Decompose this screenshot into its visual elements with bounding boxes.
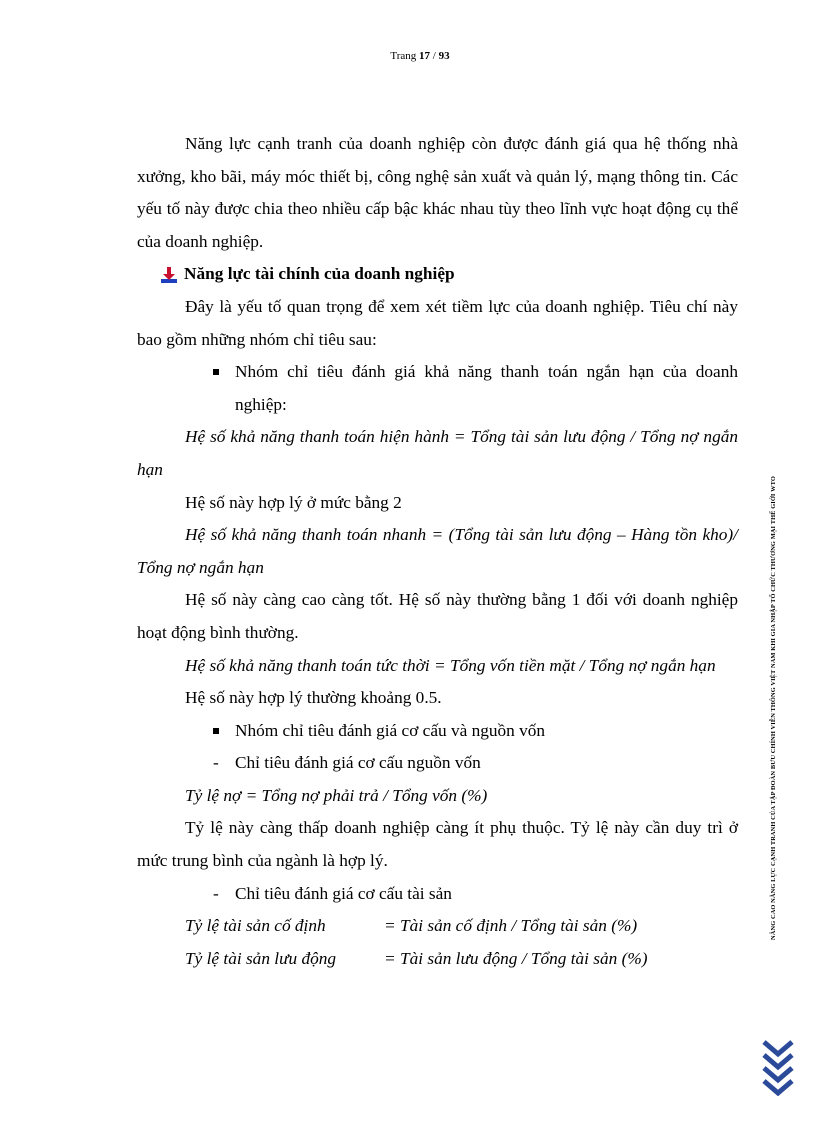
document-body [137, 128, 738, 975]
formula-quick-ratio: Hệ số khả năng thanh toán nhanh = (Tổng tài sản lưu động – Hàng tồn kho)/ Tổng nợ ngắn hạn [137, 525, 738, 577]
dash-item-asset-structure: - Chỉ tiêu đánh giá cơ cấu tài sản [213, 883, 452, 903]
bullet-square-icon [213, 728, 219, 734]
total-pages: 93 [438, 50, 450, 62]
current-page: 17 [419, 50, 431, 62]
formula-cash-ratio: Hệ số khả năng thanh toán tức thời = Tổng vốn tiền mặt / Tổng nợ ngắn hạn [185, 655, 716, 675]
side-title: NÂNG CAO NĂNG LỰC CẠNH TRANH CỦA TẬP ĐOÀN BƯU CHÍNH VIỄN THÔNG VIỆT NAM KHI GIA NHẬP TỔ CHỨC THƯƠNG MẠI THẾ GIỚI WTO [770, 476, 777, 940]
intro-paragraph: Năng lực cạnh tranh của doanh nghiệp còn được đánh giá qua hệ thống nhà xưởng, kho bãi, máy móc thiết bị, công nghệ sản xuất và quản lý, mạng thông tin. Các yếu tố này được chia theo nhiều cấp bậc khác nhau tùy theo lĩnh vực hoạt động cụ thể của doanh nghiệp. [137, 134, 738, 251]
bullet-square-icon [213, 369, 219, 375]
section-heading: Năng lực tài chính của doanh nghiệp [137, 258, 738, 291]
note-quick-ratio: Hệ số này càng cao càng tốt. Hệ số này thường bằng 1 đối với doanh nghiệp hoạt động bình thường. [137, 590, 738, 642]
note-cash-ratio: Hệ số này hợp lý thường khoảng 0.5. [185, 688, 442, 708]
dash-item-capital-structure: - Chỉ tiêu đánh giá cơ cấu nguồn vốn [213, 753, 481, 773]
section-paragraph: Đây là yếu tố quan trọng để xem xét tiềm lực của doanh nghiệp. Tiêu chí này bao gồm những nhóm chỉ tiêu sau: [137, 296, 738, 349]
current-asset-ratio: Tỷ lệ tài sản lưu động = Tài sản lưu động / Tổng tài sản (%) [185, 948, 648, 968]
bullet-item-liquidity: Nhóm chỉ tiêu đánh giá khả năng thanh toán ngắn hạn của doanh nghiệp: [137, 356, 738, 421]
note-debt-ratio: Tỷ lệ này càng thấp doanh nghiệp càng ít phụ thuộc. Tỷ lệ này cần duy trì ở mức trung bình của ngành là hợp lý. [137, 818, 738, 871]
note-current-ratio: Hệ số này hợp lý ở mức bằng 2 [185, 492, 402, 512]
fixed-asset-ratio: Tỷ lệ tài sản cố định = Tài sản cố định / Tổng tài sản (%) [185, 916, 638, 936]
chevron-down-icon[interactable] [760, 1038, 796, 1096]
formula-current-ratio: Hệ số khả năng thanh toán hiện hành = Tổng tài sản lưu động / Tổng nợ ngắn hạn [137, 427, 738, 479]
bullet-item-capital: Nhóm chỉ tiêu đánh giá cơ cấu và nguồn vốn [137, 715, 738, 748]
page-number: Trang 17 / 93 [390, 50, 450, 62]
formula-debt-ratio: Tỷ lệ nợ = Tổng nợ phải trả / Tổng vốn (%) [185, 785, 488, 805]
arrow-down-icon [160, 266, 178, 284]
